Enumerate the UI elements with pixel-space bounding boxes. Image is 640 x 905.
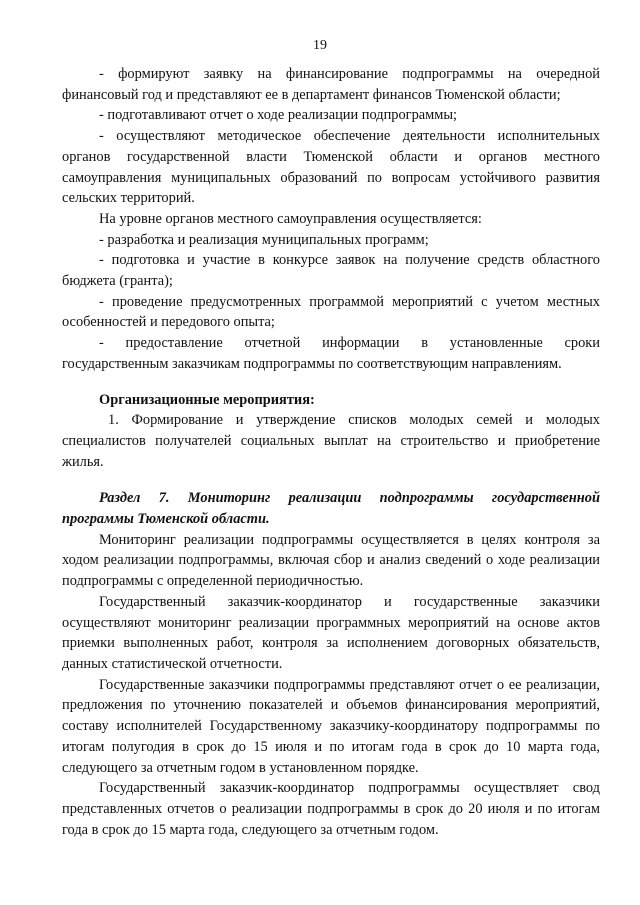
paragraph-reporting-info: - предоставление отчетной информации в установленные сроки государственным заказчикам подпрограммы по соответствующим направлениям. <box>62 335 600 372</box>
paragraph-local-activities: - проведение предусмотренных программой мероприятий с учетом местных особенностей и передового опыта; <box>62 293 600 331</box>
page-number: 19 <box>313 38 327 53</box>
paragraph-grant-competition: - подготовка и участие в конкурсе заявок на получение средств областного бюджета (гранта); <box>62 252 600 290</box>
organizational-measures-heading: Организационные мероприятия: <box>99 391 315 408</box>
section-7-title: Раздел 7. Мониторинг реализации подпрограммы государственной программы Тюменской области. <box>62 490 600 528</box>
paragraph-local-government-intro: На уровне органов местного самоуправления осуществляется: <box>99 210 482 227</box>
section-7-paragraph-customers: Государственный заказчик-координатор и государственные заказчики осуществляют мониторинг реализации программных мероприятий на основе актов приемки выполненных работ, контроля за исполнением договорных обязательств, данных статистической отчетности. <box>62 593 600 672</box>
paragraph-financing-request: - формируют заявку на финансирование подпрограммы на очередной финансовый год и представляют ее в департамент финансов Тюменской области; <box>62 66 600 103</box>
paragraph-municipal-programs: - разработка и реализация муниципальных программ; <box>99 231 429 248</box>
page-content <box>62 64 600 840</box>
paragraph-prepare-report: - подготавливают отчет о ходе реализации подпрограммы; <box>99 107 458 124</box>
section-7-paragraph-reports: Государственные заказчики подпрограммы представляют отчет о ее реализации, предложения по уточнению показателей и объемов финансирования мероприятий, составу исполнителей Государственному заказчику-координатору подпрограммы по итогам полугодия в срок до 15 июля и по итогам года в срок до 10 марта года, следующего за отчетным годом в установленном порядке. <box>62 676 600 776</box>
section-7-paragraph-monitoring: Мониторинг реализации подпрограммы осуществляется в целях контроля за ходом реализации подпрограммы, включая сбор и анализ сведений о ходе реализации подпрограммы с определенной периодичностью. <box>62 531 600 590</box>
organizational-measures-item-1: 1. Формирование и утверждение списков молодых семей и молодых специалистов получателей социальных выплат на строительство и приобретение жилья. <box>62 412 600 470</box>
section-7-paragraph-summary: Государственный заказчик-координатор подпрограммы осуществляет свод представленных отчетов о реализации подпрограммы в срок до 20 июля и по итогам года в срок до 15 марта года, следующего за отчетным годом. <box>62 780 600 838</box>
paragraph-methodical-support: - осуществляют методическое обеспечение деятельности исполнительных органов государственной власти Тюменской области и органов местного самоуправления муниципальных образований по вопросам устойчивого развития сельских территорий. <box>62 128 600 207</box>
